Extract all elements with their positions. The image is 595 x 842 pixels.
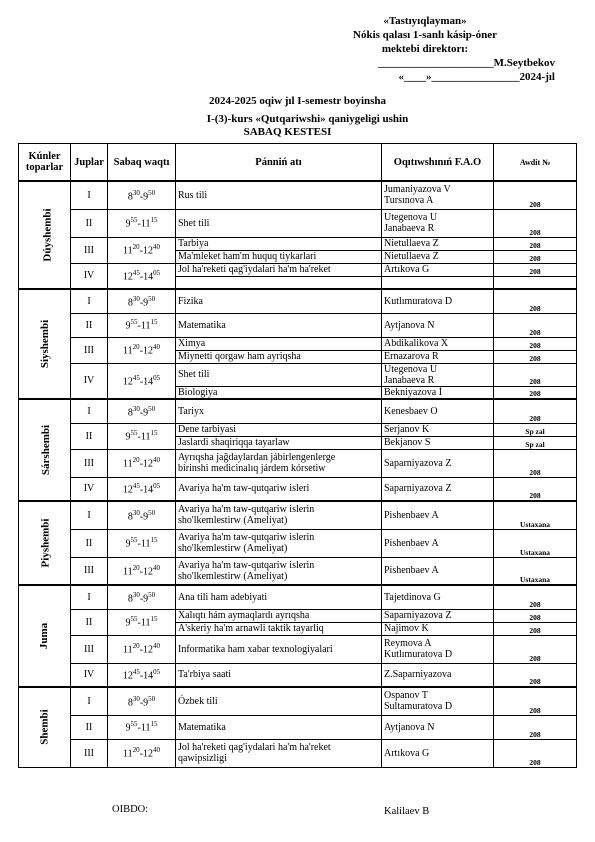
teacher-cell [382,276,494,289]
teacher-cell: Artıkova G [382,739,494,767]
day-name [19,687,71,767]
heading-line-2: I-(3)-kurs «Qutqariwshi» qaniygeligi ushin [206,113,409,125]
room-cell [494,276,577,289]
teacher-cell: Serjanov K [382,423,494,436]
pair-time: $11^{20}-12^{40}$ [108,337,176,363]
approval-director: _____________________M.Seytbekov [378,57,555,69]
room-cell: 208 [494,663,577,687]
room-cell: 208 [494,386,577,399]
day-label: Dúyshembi [41,208,54,262]
room-cell: 208 [494,622,577,635]
room-cell: 208 [494,609,577,622]
pair-time: $9^{55}-11^{15}$ [108,609,176,635]
teacher-cell: Abdikalikova X [382,337,494,350]
pair-time: $9^{55}-11^{15}$ [108,715,176,739]
pair-number: IV [71,663,108,687]
subject-cell: Avariya ha'm taw-qutqariw islerin sho'lkemlestirw (Ameliyat) [176,501,382,529]
room-cell: Ustaxana [494,501,577,529]
pair-number: I [71,501,108,529]
subject-cell: Avariya ha'm taw-qutqariw islerin sho'lkemlestirw (Ameliyat) [176,529,382,557]
subject-cell: Avariya ha'm taw-qutqariw islerin sho'lkemlestirw (Ameliyat) [176,557,382,585]
subject-cell: Shet tili [176,363,382,386]
pair-time: $11^{20}-12^{40}$ [108,449,176,477]
schedule-row [19,263,577,276]
subject-cell: Dene tarbiyasi [176,423,382,436]
schedule-row [19,209,577,237]
pair-time: $8^{30}-9^{50}$ [108,687,176,715]
teacher-cell: Ernazarova R [382,350,494,363]
pair-time: $11^{20}-12^{40}$ [108,557,176,585]
schedule-body [19,181,577,767]
pair-time: $12^{45}-14^{05}$ [108,663,176,687]
pair-number: III [71,449,108,477]
room-cell: 208 [494,350,577,363]
teacher-cell: Artıkova G [382,263,494,276]
day-label: Piyshembi [39,518,52,568]
room-cell: 208 [494,289,577,313]
room-cell: 208 [494,715,577,739]
pair-number: II [71,313,108,337]
room-cell: 208 [494,363,577,386]
header-day: Kúnler toparlar [19,144,71,182]
teacher-cell: Saparniyazova Z [382,477,494,501]
subject-cell: Xalıqtı hám aymaqlardı ayrıqsha [176,609,382,622]
day-name [19,585,71,687]
room-cell: 208 [494,263,577,276]
day-name [19,181,71,289]
subject-cell: Jaslardi shaqiriqqa tayarlaw [176,436,382,449]
teacher-cell: Kenesbaev O [382,399,494,423]
schedule-row [19,557,577,585]
day-name [19,501,71,585]
subject-cell: Ana tili ham adebiyati [176,585,382,609]
subject-cell [176,276,382,289]
teacher-cell: Jumaniyazova V Tursınova A [382,181,494,209]
pair-time: $8^{30}-9^{50}$ [108,181,176,209]
teacher-cell: Z.Saparniyazova [382,663,494,687]
schedule-row [19,363,577,386]
pair-time: $12^{45}-14^{05}$ [108,363,176,399]
day-name [19,399,71,501]
pair-number: II [71,715,108,739]
room-cell: 208 [494,635,577,663]
schedule-row [19,715,577,739]
teacher-cell: Ospanov T Sultamuratova D [382,687,494,715]
subject-cell: A'skeriy ha'm arnawli taktik tayarliq [176,622,382,635]
pair-time: $11^{20}-12^{40}$ [108,635,176,663]
heading-line-3: SABAQ KESTESI [243,126,332,138]
subject-cell: Ayrıqsha jağdaylardan jábirlengenlerge birinshi medicinalıq járdem kórsetiw [176,449,382,477]
subject-cell: Biologiya [176,386,382,399]
pair-number: I [71,399,108,423]
pair-number: IV [71,263,108,289]
pair-time: $12^{45}-14^{05}$ [108,477,176,501]
teacher-cell: Saparniyazova Z [382,449,494,477]
teacher-cell: Reymova A Kutlımuratova D [382,635,494,663]
subject-cell: Ximya [176,337,382,350]
pair-time: $8^{30}-9^{50}$ [108,501,176,529]
room-cell: 208 [494,250,577,263]
schedule-row [19,289,577,313]
room-cell: 208 [494,449,577,477]
approval-block [295,14,555,84]
teacher-cell: Pishenbaev A [382,529,494,557]
room-cell: Sp zal [494,436,577,449]
subject-cell: Ma'mleket ham'm huquq tiykarlari [176,250,382,263]
pair-number: III [71,557,108,585]
subject-cell: Informatika ham xabar texnologiyalari [176,635,382,663]
schedule-row [19,663,577,687]
schedule-row [19,687,577,715]
pair-number: I [71,585,108,609]
schedule-row [19,635,577,663]
day-label: Juma [38,622,51,650]
schedule-row [19,585,577,609]
subject-cell: Rus tili [176,181,382,209]
room-cell: 208 [494,181,577,209]
teacher-cell: Nietullaeva Z [382,250,494,263]
subject-cell: Jol ha'reketi qag'iydalari ha'm ha'reket qawipsizligi [176,739,382,767]
schedule-row [19,739,577,767]
heading-line-1: 2024-2025 oqiw jıl I-semestr boyinsha [208,95,387,107]
teacher-cell: Najimov K [382,622,494,635]
footer-left: OIBDO: [112,804,149,815]
pair-time: $12^{45}-14^{05}$ [108,263,176,289]
subject-cell: Avariya ha'm taw-qutqariw isleri [176,477,382,501]
schedule-table [18,143,577,768]
schedule-row [19,181,577,209]
header-room: Awdit № [494,144,577,182]
room-cell: Ustaxana [494,529,577,557]
pair-number: I [71,687,108,715]
subject-cell: Matematika [176,313,382,337]
teacher-cell: Utegenova U Janabaeva R [382,363,494,386]
pair-number: II [71,529,108,557]
schedule-row [19,477,577,501]
approval-date: «____»________________2024-jıl [398,71,555,83]
subject-cell: Shet tili [176,209,382,237]
schedule-row [19,313,577,337]
pair-time: $11^{20}-12^{40}$ [108,237,176,263]
pair-number: III [71,739,108,767]
room-cell: 208 [494,313,577,337]
room-cell: 208 [494,237,577,250]
pair-number: I [71,289,108,313]
room-cell: 208 [494,477,577,501]
teacher-cell: Bekniyazova İ [382,386,494,399]
room-cell: 208 [494,209,577,237]
subject-cell: Miynetti qorgaw ham ayriqsha [176,350,382,363]
pair-time: $8^{30}-9^{50}$ [108,289,176,313]
day-label: Sárshembi [40,424,53,476]
day-name [19,289,71,399]
footer-right: Kalilaev B [384,806,430,817]
pair-number: III [71,237,108,263]
subject-cell: Tariyx [176,399,382,423]
day-label: Siyshembi [39,319,52,369]
subject-cell: Ta'rbiya saati [176,663,382,687]
teacher-cell: Bekjanov S [382,436,494,449]
pair-number: III [71,635,108,663]
subject-cell: Jol ha'reketi qag'iydalari ha'm ha'reket [176,263,382,276]
room-cell: 208 [494,585,577,609]
header-teacher: Oqıtıwshınıń F.A.O [382,144,494,182]
approval-role: mektebi direktorı: [381,43,469,55]
pair-number: II [71,209,108,237]
pair-time: $9^{55}-11^{15}$ [108,423,176,449]
room-cell: 208 [494,399,577,423]
teacher-cell: Aytjanova N [382,313,494,337]
subject-cell: Fizika [176,289,382,313]
subject-cell: Matematika [176,715,382,739]
subject-cell: Tarbiya [176,237,382,250]
schedule-row [19,609,577,622]
pair-number: I [71,181,108,209]
room-cell: 208 [494,687,577,715]
pair-time: $9^{55}-11^{15}$ [108,529,176,557]
pair-time: $11^{20}-12^{40}$ [108,739,176,767]
teacher-cell: Nietullaeva Z [382,237,494,250]
teacher-cell: Tajetdinova G [382,585,494,609]
pair-time: $8^{30}-9^{50}$ [108,399,176,423]
subject-cell: Ózbek tili [176,687,382,715]
room-cell: Sp zal [494,423,577,436]
pair-number: IV [71,363,108,399]
room-cell: 208 [494,337,577,350]
header-time: Sabaq waqtı [108,144,176,182]
room-cell: Ustaxana [494,557,577,585]
header-pair: Juplar [71,144,108,182]
teacher-cell: Aytjanova N [382,715,494,739]
approval-title: «Tastıyıqlayman» [383,15,467,27]
approval-school: Nókis qalası 1-sanlı kásip-óner [353,29,497,41]
schedule-row [19,237,577,250]
header-subject: Pánniń atı [176,144,382,182]
day-label: Shembi [38,709,51,745]
teacher-cell: Kutlımuratova D [382,289,494,313]
teacher-cell: Pishenbaev A [382,501,494,529]
schedule-row [19,501,577,529]
pair-time: $9^{55}-11^{15}$ [108,313,176,337]
pair-number: II [71,609,108,635]
pair-number: II [71,423,108,449]
schedule-row [19,423,577,436]
teacher-cell: Saparniyazova Z [382,609,494,622]
pair-number: III [71,337,108,363]
pair-time: $8^{30}-9^{50}$ [108,585,176,609]
schedule-row [19,529,577,557]
header-row [19,144,577,182]
pair-number: IV [71,477,108,501]
teacher-cell: Utegenova U Janabaeva R [382,209,494,237]
pair-time: $9^{55}-11^{15}$ [108,209,176,237]
schedule-row [19,399,577,423]
schedule-row [19,449,577,477]
room-cell: 208 [494,739,577,767]
teacher-cell: Pishenbaev A [382,557,494,585]
schedule-row [19,337,577,350]
